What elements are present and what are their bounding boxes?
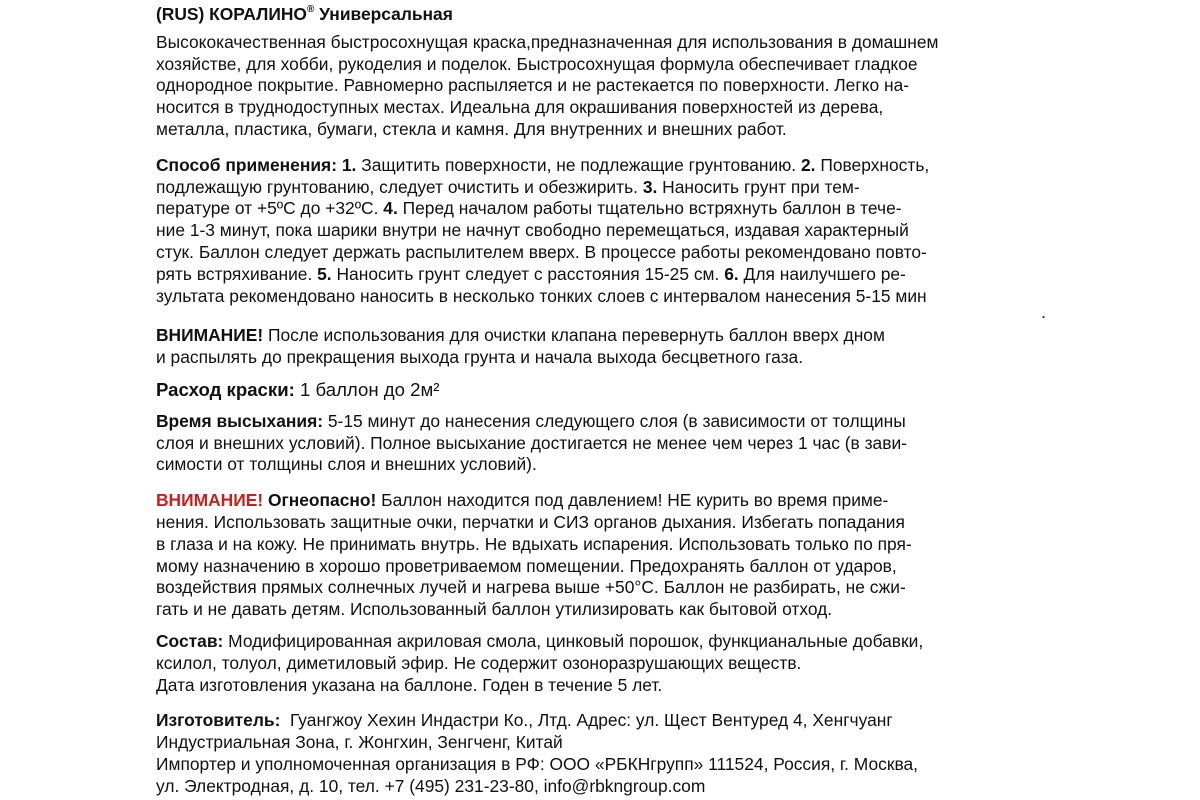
- intro-line: носится в труднодоступных местах. Идеальна для окрашивания поверхностей из дерева,: [156, 97, 884, 118]
- intro-line: металла, пластика, бумаги, стекла и камня. Для внутренних и внешних работ.: [156, 118, 787, 139]
- step-number: 4.: [383, 198, 398, 219]
- drying-section: [156, 411, 1046, 476]
- manufacturer-line: Индустриальная Зона, г. Жонгхин, Зенгченг, Китай: [156, 732, 563, 753]
- warning-line: [156, 490, 1046, 512]
- attention-line: [156, 325, 1046, 347]
- application-trailing-dot: .: [1041, 302, 1046, 323]
- application-line: [156, 198, 1046, 220]
- consumption-heading: Расход краски:: [156, 378, 295, 400]
- drying-text: 5-15 минут до нанесения следующего слоя (в зависимости от толщины: [327, 410, 906, 431]
- step-text: Наносить грунт при тем-: [662, 176, 860, 197]
- application-line: [156, 177, 1046, 199]
- step-number: 5.: [317, 263, 332, 284]
- brand-name: КОРАЛИНО: [209, 4, 307, 24]
- attention-heading: ВНИМАНИЕ!: [156, 325, 264, 346]
- drying-heading: Время высыхания:: [156, 410, 324, 431]
- intro-line: однородное покрытие. Равномерно распыляется и не растекается по поверхности. Легко на-: [156, 75, 910, 96]
- application-line: [156, 155, 1046, 177]
- step-text: пературе от +5ºС до +32ºС.: [156, 198, 379, 219]
- importer-line: Импортер и уполномоченная организация в РФ: ООО «РБКНгрупп» 111524, Россия, г. Москва,: [156, 753, 919, 774]
- warning-text: Баллон находится под давлением! НЕ курить во время приме-: [381, 490, 889, 511]
- warning-line: нения. Использовать защитные очки, перчатки и СИЗ органов дыхания. Избегать попадания: [156, 511, 905, 532]
- step-text: рять встряхивание.: [156, 263, 313, 284]
- intro-paragraph: [156, 32, 1046, 141]
- step-text: Поверхность,: [820, 154, 930, 175]
- step-number: 3.: [642, 176, 658, 197]
- warning-line: в глаза и на кожу. Не принимать внутрь. Не вдыхать испарения. Использовать только по пря-: [156, 533, 912, 554]
- attention-text: После использования для очистки клапана перевернуть баллон вверх дном: [267, 325, 885, 346]
- composition-section: [156, 631, 1046, 696]
- product-name: Универсальная: [319, 4, 453, 24]
- warning-line: воздействия прямых солнечных лучей и нагрева выше +50°C. Баллон не разбирать, не сжи-: [156, 577, 906, 598]
- attention-section: [156, 325, 1046, 369]
- drying-line: [156, 411, 1046, 433]
- application-heading: Способ применения:: [156, 154, 337, 175]
- step-text: Перед началом работы тщательно встряхнуть баллон в тече-: [402, 198, 902, 219]
- manufacturer-text: Гуангжоу Хехин Индастри Ко., Лтд. Адрес: ул. Щест Вентуред 4, Хенгчуанг: [290, 710, 893, 731]
- composition-line: [156, 631, 1046, 653]
- application-line: зультата рекомендовано наносить в несколько тонких слоев с интервалом нанесения 5-15 мин: [156, 285, 927, 306]
- consumption-section: [156, 379, 1046, 401]
- step-text: подлежащую грунтованию, следует очистить и обезжирить.: [156, 176, 638, 197]
- product-title: [156, 4, 1046, 26]
- drying-line: симости от толщины слоя и внешних условий).: [156, 454, 537, 475]
- manufacturer-line: [156, 710, 1046, 732]
- warning-section: [156, 490, 1046, 621]
- step-number: 6.: [724, 263, 739, 284]
- composition-heading: Состав:: [156, 630, 224, 651]
- drying-line: слоя и внешних условий). Полное высыхание достигается не менее чем через 1 час (в зави-: [156, 432, 907, 453]
- step-text: Наносить грунт следует с расстояния 15-25 см.: [336, 263, 720, 284]
- registered-mark: ®: [306, 4, 315, 15]
- warning-line: мому назначению в хорошо проветриваемом помещении. Предохранять баллон от ударов,: [156, 555, 897, 576]
- attention-line: и распылять до прекращения выхода грунта и начала выхода бесцветного газа.: [156, 347, 804, 368]
- application-line: стук. Баллон следует держать распылителем вверх. В процессе работы рекомендовано повто-: [156, 241, 927, 262]
- application-section: [156, 154, 1046, 323]
- consumption-value: 1 баллон до 2м²: [300, 378, 440, 400]
- application-line: [156, 264, 1046, 286]
- step-text: Защитить поверхности, не подлежащие грунтованию.: [361, 154, 797, 175]
- intro-line: Высококачественная быстросохнущая краска,предназначенная для использования в домашнем: [156, 31, 939, 52]
- warning-heading: ВНИМАНИЕ!: [156, 490, 264, 511]
- step-number: 2.: [800, 154, 816, 175]
- step-number: 1.: [341, 154, 357, 175]
- consumption-line: [156, 379, 1046, 401]
- language-tag: (RUS): [156, 4, 205, 24]
- composition-text: Модифицированная акриловая смола, цинковый порошок, функцианальные добавки,: [228, 630, 924, 651]
- composition-line: ксилол, толуол, диметиловый эфир. Не содержит озоноразрушающих веществ.: [156, 652, 802, 673]
- importer-contact-line: ул. Электродная, д. 10, тел. +7 (495) 231-23-80, info@rbkngroup.com: [156, 775, 706, 796]
- intro-line: хозяйстве, для хобби, рукоделия и поделок. Быстросохнущая формула обеспечивает гладкое: [156, 53, 918, 74]
- shelf-life-line: Дата изготовления указана на баллоне. Годен в течение 5 лет.: [156, 674, 663, 695]
- product-label-document: [156, 4, 1046, 798]
- manufacturer-section: [156, 710, 1046, 797]
- step-text: Для наилучшего ре-: [743, 263, 906, 284]
- warning-line: гать и не давать детям. Использованный баллон утилизировать как бытовой отход.: [156, 599, 833, 620]
- manufacturer-heading: Изготовитель:: [156, 710, 281, 731]
- flammable-label: Огнеопасно!: [267, 490, 377, 511]
- application-line: ние 1-3 минут, пока шарики внутри не начнут свободно перемещаться, издавая характерный: [156, 220, 909, 241]
